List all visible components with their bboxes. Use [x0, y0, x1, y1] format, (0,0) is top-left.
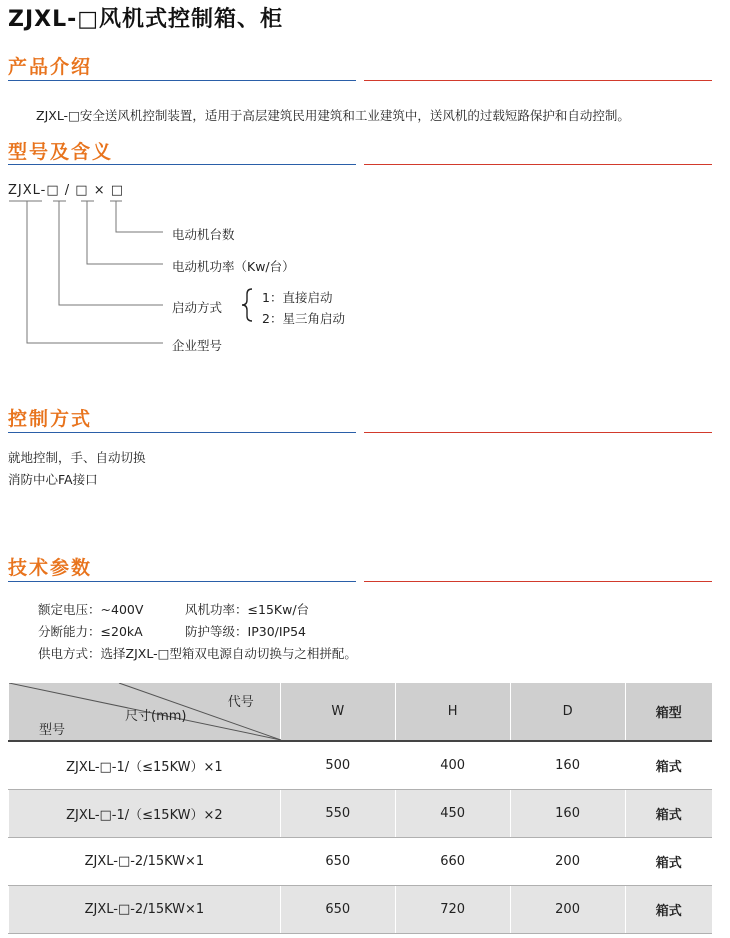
cell-w: 550: [280, 790, 395, 838]
label-start-option-1: 1：直接启动: [262, 290, 333, 305]
label-motor-count: 电动机台数: [172, 227, 235, 242]
column-header-type: 箱型: [625, 683, 712, 741]
column-header-w: W: [280, 683, 395, 741]
cell-h: 660: [395, 838, 510, 886]
param-protection: [185, 622, 306, 640]
spec-table: [8, 683, 712, 934]
cell-model: ZJXL-□-1/（≤15KW）×2: [9, 790, 281, 838]
param-fan-power: [185, 600, 309, 618]
leader-start-mode: [59, 201, 163, 305]
column-header-d: D: [510, 683, 625, 741]
cell-h: 720: [395, 886, 510, 934]
leader-motor-count: [116, 201, 163, 232]
table-corner-cell: [9, 683, 281, 741]
label-motor-power: 电动机功率（Kw/台）: [172, 259, 295, 274]
param-supply: [38, 644, 357, 662]
cell-d: 200: [510, 886, 625, 934]
cell-h: 450: [395, 790, 510, 838]
param-breaking: [38, 622, 143, 640]
cell-type: 箱式: [625, 838, 712, 886]
param-protection-value: IP30/IP54: [247, 624, 306, 639]
page-title: ZJXL-□风机式控制箱、柜: [8, 7, 284, 32]
cell-type: 箱式: [625, 886, 712, 934]
cell-type: 箱式: [625, 741, 712, 790]
param-supply-label: 供电方式：: [38, 646, 101, 661]
corner-size-label: 尺寸(mm): [125, 709, 187, 724]
cell-h: 400: [395, 741, 510, 790]
section-rule-left: [8, 432, 356, 433]
cell-w: 650: [280, 886, 395, 934]
cell-d: 160: [510, 790, 625, 838]
cell-d: 200: [510, 838, 625, 886]
cell-model: ZJXL-□-1/（≤15KW）×1: [9, 741, 281, 790]
param-voltage-label: 额定电压：: [38, 602, 101, 617]
section-heading-intro: 产品介绍: [8, 56, 93, 78]
param-breaking-label: 分断能力：: [38, 624, 101, 639]
control-line-2: 消防中心FA接口: [8, 472, 98, 487]
corner-code-label: 代号: [227, 695, 254, 710]
intro-text: ZJXL-□安全送风机控制装置，适用于高层建筑民用建筑和工业建筑中，送风机的过载短路保护和自动控制。: [36, 108, 630, 123]
param-voltage: [38, 600, 143, 618]
section-rule-right: [364, 432, 712, 433]
section-rule-right: [364, 581, 712, 582]
param-voltage-value: ~400V: [100, 602, 144, 617]
table-row: [9, 886, 713, 934]
control-line-1: 就地控制，手、自动切换: [8, 450, 146, 465]
model-code: ZJXL-□ / □ × □: [8, 183, 125, 198]
cell-type: 箱式: [625, 790, 712, 838]
section-rule-left: [8, 581, 356, 582]
param-protection-label: 防护等级：: [185, 624, 248, 639]
param-breaking-value: ≤20kA: [100, 624, 143, 639]
column-header-h: H: [395, 683, 510, 741]
label-company-model: 企业型号: [172, 338, 223, 353]
param-fan-power-value: ≤15Kw/台: [247, 602, 310, 617]
cell-d: 160: [510, 741, 625, 790]
brace-icon: [242, 289, 252, 321]
table-header-row: [9, 683, 713, 741]
leader-company-model: [27, 201, 163, 343]
param-fan-power-label: 风机功率：: [185, 602, 248, 617]
cell-w: 650: [280, 838, 395, 886]
corner-model-label: 型号: [39, 723, 66, 738]
section-heading-control: 控制方式: [8, 408, 93, 430]
param-supply-value: 选择ZJXL-□型箱双电源自动切换与之相拼配。: [100, 646, 357, 661]
label-start-option-2: 2：星三角启动: [262, 311, 345, 326]
cell-model: ZJXL-□-2/15KW×1: [9, 886, 281, 934]
cell-model: ZJXL-□-2/15KW×1: [9, 838, 281, 886]
table-row: [9, 838, 713, 886]
label-start-mode: 启动方式: [172, 300, 223, 315]
cell-w: 500: [280, 741, 395, 790]
table-row: [9, 741, 713, 790]
section-heading-model: 型号及含义: [8, 141, 114, 163]
table-row: [9, 790, 713, 838]
section-heading-tech: 技术参数: [8, 557, 93, 579]
